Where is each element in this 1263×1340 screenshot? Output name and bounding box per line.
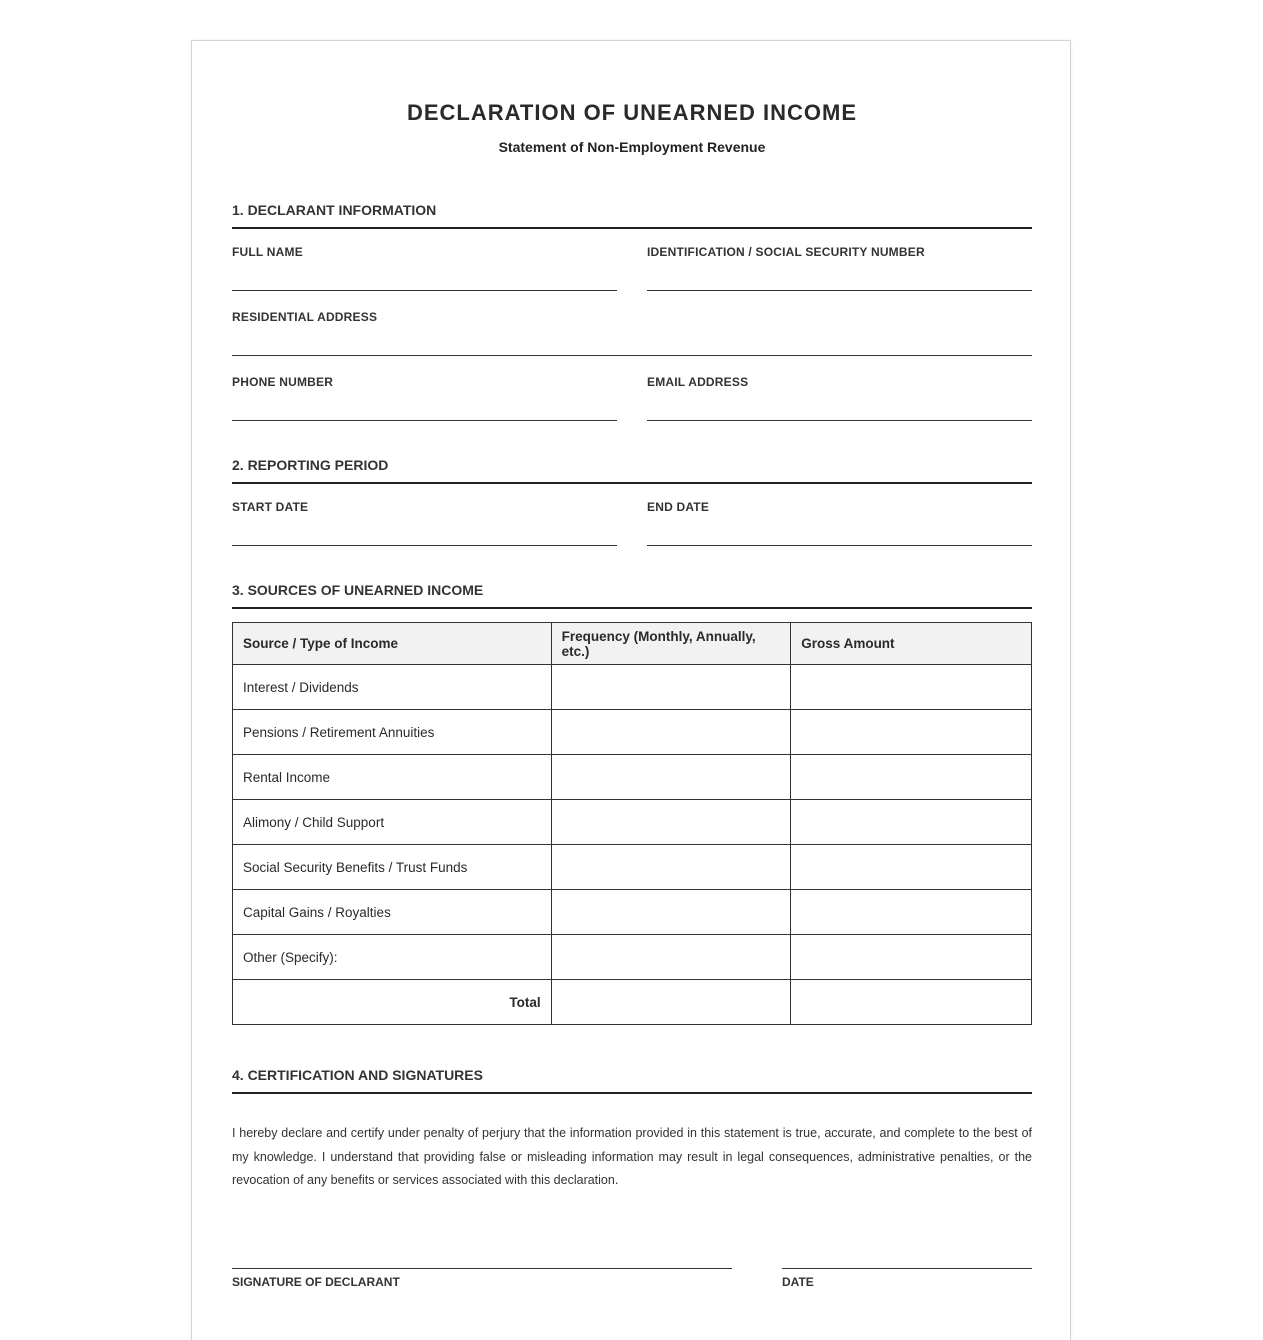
column-header-amount: Gross Amount: [791, 623, 1032, 665]
column-header-source: Source / Type of Income: [233, 623, 552, 665]
full-name-field[interactable]: [232, 245, 617, 291]
phone-line[interactable]: [232, 420, 617, 421]
document-subtitle: Statement of Non-Employment Revenue: [498, 139, 766, 155]
frequency-cell[interactable]: [551, 935, 791, 980]
id-number-field[interactable]: [647, 245, 1032, 291]
frequency-cell[interactable]: [551, 665, 791, 710]
table-row: [233, 890, 1032, 935]
frequency-cell[interactable]: [551, 710, 791, 755]
income-source-label: Alimony / Child Support: [233, 800, 552, 845]
end-date-field[interactable]: [647, 500, 1032, 546]
start-date-label: START DATE: [232, 500, 309, 514]
amount-cell[interactable]: [791, 935, 1032, 980]
table-row: [233, 800, 1032, 845]
income-source-label: Other (Specify):: [233, 935, 552, 980]
start-date-line[interactable]: [232, 545, 617, 546]
section-heading-certification: 4. CERTIFICATION AND SIGNATURES: [232, 1067, 1032, 1094]
date-signature-label: DATE: [782, 1275, 814, 1289]
amount-cell[interactable]: [791, 845, 1032, 890]
date-signature-line[interactable]: [782, 1268, 1032, 1289]
end-date-line[interactable]: [647, 545, 1032, 546]
column-header-frequency: Frequency (Monthly, Annually, etc.): [551, 623, 791, 665]
document-page: [191, 40, 1071, 1340]
full-name-line[interactable]: [232, 290, 617, 291]
income-source-label: Interest / Dividends: [233, 665, 552, 710]
table-row: [233, 935, 1032, 980]
address-line[interactable]: [232, 355, 1032, 356]
amount-cell[interactable]: [791, 665, 1032, 710]
phone-label: PHONE NUMBER: [232, 375, 334, 389]
end-date-label: END DATE: [647, 500, 710, 514]
frequency-cell[interactable]: [551, 755, 791, 800]
frequency-cell[interactable]: [551, 800, 791, 845]
total-frequency-cell[interactable]: [551, 980, 791, 1025]
amount-cell[interactable]: [791, 890, 1032, 935]
income-source-label: Social Security Benefits / Trust Funds: [233, 845, 552, 890]
section-heading-declarant: 1. DECLARANT INFORMATION: [232, 202, 1032, 229]
total-label: Total: [233, 980, 552, 1025]
document-title: DECLARATION OF UNEARNED INCOME: [406, 100, 858, 125]
frequency-cell[interactable]: [551, 845, 791, 890]
table-row: [233, 755, 1032, 800]
full-name-label: FULL NAME: [232, 245, 303, 259]
total-amount-cell[interactable]: [791, 980, 1032, 1025]
email-line[interactable]: [647, 420, 1032, 421]
amount-cell[interactable]: [791, 710, 1032, 755]
income-table: [232, 622, 1032, 1025]
frequency-cell[interactable]: [551, 890, 791, 935]
section-heading-sources: 3. SOURCES OF UNEARNED INCOME: [232, 582, 1032, 609]
address-field[interactable]: [232, 310, 1032, 356]
amount-cell[interactable]: [791, 755, 1032, 800]
table-row: [233, 710, 1032, 755]
income-source-label: Rental Income: [233, 755, 552, 800]
address-label: RESIDENTIAL ADDRESS: [232, 310, 378, 324]
signature-line[interactable]: [232, 1268, 732, 1289]
table-row: [233, 845, 1032, 890]
certification-text: I hereby declare and certify under penalty of perjury that the information provided in this statement is true, accurate, and complete to the best of my knowledge. I understand that providing false or misleading information may result in legal consequences, administrative penalties, or the revocation of any benefits or services associated with this declaration.: [232, 1126, 1032, 1187]
income-source-label: Pensions / Retirement Annuities: [233, 710, 552, 755]
table-header-row: [233, 623, 1032, 665]
amount-cell[interactable]: [791, 800, 1032, 845]
income-source-label: Capital Gains / Royalties: [233, 890, 552, 935]
email-label: EMAIL ADDRESS: [647, 375, 749, 389]
id-number-line[interactable]: [647, 290, 1032, 291]
signature-label: SIGNATURE OF DECLARANT: [232, 1275, 400, 1289]
total-row: [233, 980, 1032, 1025]
section-heading-period: 2. REPORTING PERIOD: [232, 457, 1032, 484]
id-number-label: IDENTIFICATION / SOCIAL SECURITY NUMBER: [647, 245, 925, 259]
email-field[interactable]: [647, 375, 1032, 421]
phone-field[interactable]: [232, 375, 617, 421]
table-row: [233, 665, 1032, 710]
start-date-field[interactable]: [232, 500, 617, 546]
